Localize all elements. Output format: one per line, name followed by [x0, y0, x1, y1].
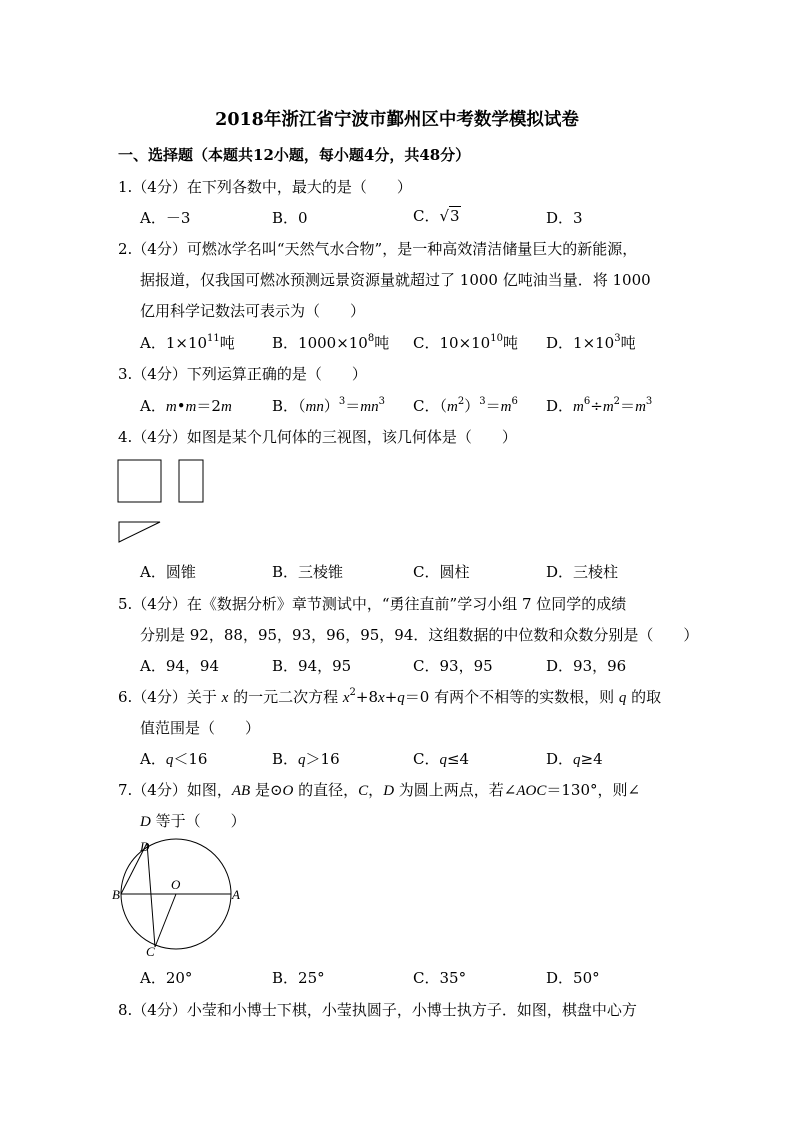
- q2-option-d: D．$1\times 10^3$吨: [546, 333, 636, 352]
- q7-option-b: B．25°: [272, 969, 325, 987]
- q7-option-d: D．50°: [546, 969, 600, 987]
- q1-option-d: D．3: [546, 209, 583, 227]
- three-view-figure: [112, 455, 212, 547]
- question-5-line-2: 分别是 92，88，95，93，96，95，94．这组数据的中位数和众数分别是（ ）: [140, 626, 699, 644]
- q7-option-a: A．20°: [140, 969, 193, 987]
- q1-option-a: A．－3: [140, 209, 191, 227]
- sqrt-symbol: √3: [439, 207, 460, 225]
- front-view-square: [118, 460, 161, 502]
- question-2-line-1: 2.（4分）可燃冰学名叫“天然气水合物”，是一种高效清洁储量巨大的新能源，: [118, 240, 638, 258]
- label-d: D: [140, 839, 150, 854]
- q4-option-b: B．三棱锥: [272, 563, 344, 581]
- q4-option-d: D．三棱柱: [546, 563, 619, 581]
- question-4: 4.（4分）如图是某个几何体的三视图，该几何体是（ ）: [118, 428, 517, 446]
- label-c: C: [146, 944, 155, 957]
- question-6-line-1: 6.（4分）关于 x 的一元二次方程 $x^2+8x+q=0$ 有两个不相等的实数根，则 q 的取: [118, 687, 662, 706]
- q6-option-a: A．q＜16: [140, 750, 208, 768]
- question-6-line-2: 值范围是（ ）: [140, 719, 261, 737]
- q4-option-c: C．圆柱: [413, 563, 470, 581]
- question-8-line-1: 8.（4分）小莹和小博士下棋，小莹执圆子，小博士执方子．如图，棋盘中心方: [118, 1001, 637, 1019]
- radicand: 3: [450, 207, 460, 225]
- q1-option-b: B．0: [272, 209, 308, 227]
- question-text: 在下列各数中，最大的是（ ）: [186, 178, 412, 196]
- question-3: 3.（4分）下列运算正确的是（ ）: [118, 365, 367, 383]
- question-2-line-2: 据报道，仅我国可燃冰预测远景资源量就超过了 1000 亿吨油当量．将 1000: [140, 271, 651, 289]
- q6-option-c: C．q≤4: [413, 750, 470, 768]
- q3-option-c: C．$(m^2)^3=m^6$: [413, 396, 518, 415]
- label-o: O: [171, 877, 181, 892]
- question-2-line-3: 亿用科学记数法可表示为（ ）: [140, 302, 366, 320]
- q5-option-a: A．94，94: [140, 657, 220, 675]
- label-a: A: [232, 887, 240, 902]
- q2-option-b: B．$1000\times 10^8$吨: [272, 333, 390, 352]
- question-7-line-2: D 等于（ ）: [140, 812, 246, 830]
- q5-option-d: D．93，96: [546, 657, 627, 675]
- q3-option-b: B．$(mn)^3=mn^3$: [272, 396, 385, 415]
- q3-option-a: A．m•m＝2m: [140, 397, 232, 415]
- q7-option-c: C．35°: [413, 969, 467, 987]
- question-7-line-1: 7.（4分）如图，AB 是⊙O 的直径，C，D 为圆上两点，若∠AOC＝130°，则∠: [118, 781, 641, 799]
- q5-option-c: C．93，95: [413, 657, 493, 675]
- q3-option-d: D．$m^6\div m^2=m^3$: [546, 396, 653, 415]
- question-5-line-1: 5.（4分）在《数据分析》章节测试中，“勇往直前”学习小组 7 位同学的成绩: [118, 595, 627, 613]
- section-heading: 一、选择题（本题共12小题，每小题4分，共48分）: [118, 146, 471, 164]
- label-b: B: [112, 887, 120, 902]
- q6-option-b: B．q＞16: [272, 750, 340, 768]
- q2-option-c: C．$10\times 10^{10}$吨: [413, 333, 518, 352]
- question-1: [118, 176, 412, 197]
- side-view-rectangle: [179, 460, 203, 502]
- question-number: 1.（4分）: [118, 178, 187, 196]
- page-title: 2018年浙江省宁波市鄞州区中考数学模拟试卷: [215, 110, 579, 130]
- q6-option-d: D．q≥4: [546, 750, 603, 768]
- segment-dc: [147, 843, 155, 947]
- q2-option-a: A．$1\times 10^{11}$吨: [140, 333, 235, 352]
- q1-option-c: C．√3: [413, 207, 460, 225]
- q4-option-a: A．圆锥: [140, 563, 196, 581]
- circle-figure: [110, 835, 245, 957]
- segment-oc: [155, 894, 176, 947]
- top-view-triangle: [119, 522, 160, 542]
- q5-option-b: B．94，95: [272, 657, 352, 675]
